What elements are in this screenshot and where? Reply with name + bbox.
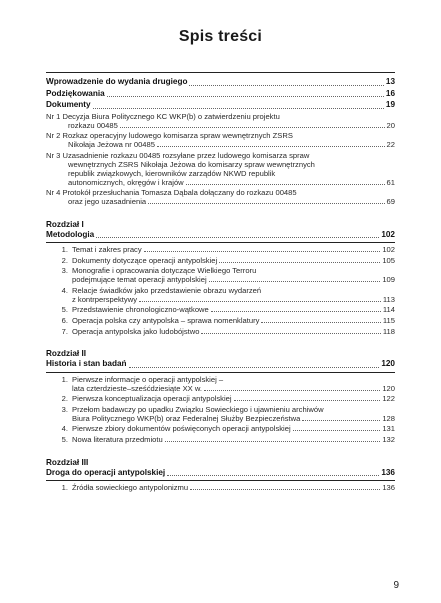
- entry-title: Droga do operacji antypolskiej: [46, 467, 166, 477]
- item-number: 3.: [61, 404, 68, 414]
- entry-title: rozkazu 00485: [68, 120, 118, 130]
- dot-leader: [129, 367, 380, 368]
- item-text: Źródła sowieckiego antypolonizmu: [72, 483, 189, 493]
- item-text: Pierwsza konceptualizacja operacji antypolskiej: [72, 394, 232, 404]
- entry-title-line: Nr 4 Protokół przesłuchania Tomasza Dąbala dołączany do rozkazu 00485: [46, 188, 297, 197]
- document-entry: [46, 131, 395, 149]
- item-text: podejmujące temat operacji antypolskiej: [72, 275, 207, 285]
- entry-title: Podziękowania: [46, 88, 105, 98]
- item-text: Przełom badawczy po upadku Związku Sowieckiego i ujawnieniu archiwów: [72, 404, 324, 414]
- dot-leader: [144, 251, 381, 252]
- page-number: 9: [393, 580, 399, 591]
- item-body: [72, 424, 395, 433]
- chapter-rule: [46, 242, 395, 243]
- item-text: Pierwsze informacje o operacji antypolskiej –: [72, 374, 224, 384]
- chapter-item: [46, 435, 395, 444]
- dot-leader: [209, 281, 381, 282]
- item-number: 3.: [61, 266, 68, 276]
- item-body: [72, 405, 395, 423]
- section-gap: [46, 208, 395, 220]
- item-text: Operacja polska czy antypolska – sprawa nomenklatury: [72, 315, 260, 325]
- chapters-list: [46, 208, 395, 493]
- item-line: [72, 245, 395, 254]
- chapter-item: [46, 266, 395, 284]
- toc-entry: [46, 89, 395, 100]
- documents-list: [46, 112, 395, 207]
- entry-title-line: Nr 3 Uzasadnienie rozkazu 00485 rozsyłane przez ludowego komisarza spraw: [46, 150, 310, 160]
- chapter-item: [46, 483, 395, 492]
- entry-title: autonomicznych, okręgów i krajów: [68, 177, 184, 187]
- dot-leader: [165, 441, 381, 442]
- chapter-item: [46, 424, 395, 433]
- entry-title-line: Nr 2 Rozkaz operacyjny ludowego komisarza spraw wewnętrznych ZSRS: [46, 131, 293, 140]
- entry-title: oraz jego uzasadnienia: [68, 197, 147, 206]
- item-number: 1.: [61, 245, 68, 254]
- item-text: lata czterdzieste–sześćdziesiąte XX w.: [72, 383, 202, 393]
- item-page-number: 118: [382, 326, 395, 336]
- item-page-number: 120: [382, 383, 395, 393]
- chapter-title: [46, 230, 395, 241]
- item-text: Monografie i opracowania dotyczące Wielkiego Terroru: [72, 266, 257, 276]
- chapter-item: [46, 394, 395, 403]
- item-line: [72, 316, 395, 325]
- entry-page-number: 136: [381, 467, 395, 477]
- item-page-number: 109: [382, 275, 395, 285]
- item-text: Pierwsze zbiory dokumentów poświęconych operacji antypolskiej: [72, 424, 291, 434]
- item-number: 7.: [61, 326, 68, 336]
- dot-leader: [139, 301, 381, 302]
- entry-last-line: [46, 197, 395, 206]
- dot-leader: [234, 400, 381, 401]
- item-number: 4.: [61, 424, 68, 434]
- entry-page-number: 22: [386, 140, 395, 149]
- dot-leader: [219, 262, 380, 263]
- dot-leader: [93, 108, 384, 109]
- dot-leader: [186, 184, 385, 185]
- item-text: Operacja antypolska jako ludobójstwo: [72, 326, 200, 336]
- chapter-item: [46, 256, 395, 265]
- item-page-number: 113: [382, 294, 395, 304]
- item-text: Biura Politycznego WKP(b) oraz Federalnej Służby Bezpieczeństwa: [72, 413, 301, 423]
- chapter-rule: [46, 480, 395, 481]
- section-gap: [46, 446, 395, 458]
- item-line: [72, 414, 395, 423]
- item-body: [72, 286, 395, 304]
- chapter-item: [46, 305, 395, 314]
- item-number: 1.: [61, 483, 68, 493]
- item-text: Dokumenty dotyczące operacji antypolskiej: [72, 255, 218, 265]
- section-gap: [46, 337, 395, 349]
- dot-leader: [157, 146, 385, 147]
- item-text: Przedstawienie chronologiczno-wątkowe: [72, 305, 209, 315]
- item-number: 1.: [61, 374, 68, 384]
- table-of-contents: [46, 72, 395, 494]
- chapter-label: Rozdział II: [46, 349, 87, 359]
- chapter-item: [46, 327, 395, 336]
- entry-last-line: [46, 121, 395, 130]
- entry-page-number: 16: [385, 88, 395, 98]
- entry-last-line: [46, 140, 395, 149]
- chapter-item: [46, 245, 395, 254]
- dot-leader: [302, 420, 380, 421]
- chapter-rule: [46, 372, 395, 373]
- item-number: 2.: [61, 394, 68, 404]
- item-page-number: 114: [382, 305, 395, 315]
- chapter-label: Rozdział III: [46, 457, 89, 467]
- dot-leader: [120, 127, 385, 128]
- chapter-item: [46, 286, 395, 304]
- item-text: z kontrperspektywy: [72, 294, 137, 304]
- entry-page-number: 69: [386, 197, 395, 206]
- item-page-number: 102: [382, 245, 395, 254]
- item-body: [72, 327, 395, 336]
- entry-page-number: 120: [381, 359, 395, 369]
- item-number: 2.: [61, 255, 68, 265]
- item-body: [72, 266, 395, 284]
- item-text: Nowa literatura przedmiotu: [72, 435, 163, 445]
- entry-title: Dokumenty: [46, 100, 91, 109]
- item-line: [72, 256, 395, 265]
- item-page-number: 105: [382, 255, 395, 265]
- dot-leader: [261, 322, 380, 323]
- dot-leader: [293, 430, 381, 431]
- item-line: [72, 424, 395, 433]
- entry-title-line: Nr 1 Decyzja Biura Politycznego KC WKP(b) o zatwierdzeniu projektu: [46, 111, 280, 121]
- item-body: [72, 375, 395, 393]
- front-matter: [46, 77, 395, 111]
- item-page-number: 131: [382, 424, 395, 434]
- item-body: [72, 316, 395, 325]
- item-body: [72, 305, 395, 314]
- dot-leader: [190, 489, 380, 490]
- item-page-number: 115: [382, 315, 395, 325]
- item-line: [72, 483, 395, 492]
- entry-page-number: 19: [385, 100, 395, 109]
- chapter-title: [46, 359, 395, 370]
- dot-leader: [189, 85, 383, 86]
- entry-title-line: republik związkowych, kierowników zarządów NKWD republik: [68, 168, 276, 178]
- item-body: [72, 483, 395, 492]
- chapter-item: [46, 375, 395, 393]
- item-body: [72, 245, 395, 254]
- item-page-number: 136: [382, 483, 395, 493]
- item-line: [72, 394, 395, 403]
- chapter-item: [46, 405, 395, 423]
- item-number: 5.: [61, 305, 68, 315]
- entry-title: Metodologia: [46, 229, 95, 239]
- item-line: [72, 384, 395, 393]
- item-line: [72, 327, 395, 336]
- entry-page-number: 20: [386, 120, 395, 130]
- dot-leader: [96, 237, 379, 238]
- entry-title: Historia i stan badań: [46, 359, 127, 369]
- entry-title-line: wewnętrznych ZSRS Nikołaja Jeżowa do komisarzy spraw wewnętrznych: [68, 159, 315, 169]
- dot-leader: [201, 333, 380, 334]
- item-line: [72, 275, 395, 284]
- chapter-label: Rozdział I: [46, 219, 84, 229]
- item-line: [72, 305, 395, 314]
- dot-leader: [211, 311, 381, 312]
- chapter-title: [46, 468, 395, 479]
- item-line: [72, 375, 395, 384]
- item-line: [72, 435, 395, 444]
- item-body: [72, 435, 395, 444]
- dot-leader: [204, 390, 380, 391]
- chapter-item: [46, 316, 395, 325]
- item-number: 4.: [61, 285, 68, 295]
- dot-leader: [107, 96, 384, 97]
- item-page-number: 122: [382, 394, 395, 404]
- item-body: [72, 394, 395, 403]
- item-number: 6.: [61, 315, 68, 325]
- dot-leader: [167, 475, 379, 476]
- top-rule: [46, 72, 395, 73]
- document-entry: [46, 151, 395, 187]
- document-entry: [46, 188, 395, 206]
- item-number: 5.: [61, 435, 68, 445]
- item-page-number: 132: [382, 435, 395, 445]
- page-title: Spis treści: [178, 28, 263, 45]
- entry-title: Nikołaja Jeżowa nr 00485: [68, 140, 155, 149]
- toc-entry: [46, 77, 395, 88]
- document-entry: [46, 112, 395, 130]
- entry-last-line: [46, 178, 395, 187]
- dot-leader: [148, 203, 384, 204]
- entry-page-number: 13: [385, 77, 395, 86]
- item-line: [72, 266, 395, 275]
- item-body: [72, 256, 395, 265]
- item-line: [72, 405, 395, 414]
- entry-title: Wprowadzenie do wydania drugiego: [46, 77, 188, 86]
- item-text: Relacje świadków jako przedstawienie obrazu wydarzeń: [72, 285, 262, 295]
- entry-page-number: 61: [386, 177, 395, 187]
- entry-page-number: 102: [381, 229, 395, 239]
- item-line: [72, 286, 395, 295]
- toc-entry: [46, 100, 395, 111]
- item-page-number: 128: [382, 413, 395, 423]
- item-text: Temat i zakres pracy: [72, 245, 142, 254]
- item-line: [72, 295, 395, 304]
